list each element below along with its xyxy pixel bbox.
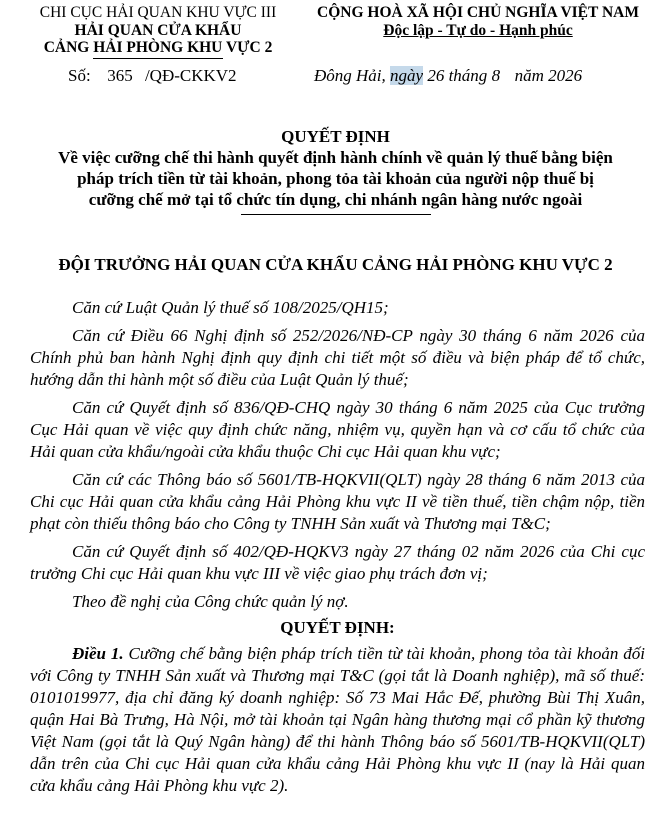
title-heading: QUYẾT ĐỊNH <box>281 127 390 146</box>
title-subject-line1: Về việc cưỡng chế thi hành quyết định hành chính về quản lý thuế bằng biện <box>58 148 613 167</box>
national-motto: Độc lập - Tự do - Hạnh phúc <box>383 21 573 39</box>
proposal-basis: Theo đề nghị của Công chức quản lý nợ. <box>72 592 349 611</box>
title-subject-line2: pháp trích tiền từ tài khoản, phong tỏa tài khoản của người nộp thuế bị <box>77 169 594 188</box>
issue-date <box>314 66 582 86</box>
article-1-heading: Điều 1. <box>72 644 124 663</box>
legal-basis: Căn cứ các Thông báo số 5601/TB-HQKVII(QLT) ngày 28 tháng 6 năm 2013 của Chi cục Hải quan cửa khẩu cảng Hải Phòng khu vực II về tiền thuế, tiền chậm nộp, tiền phạt còn thiếu thông báo cho Công ty TNHH Sản xuất và Thương mại T&C; <box>30 470 645 533</box>
date-place: Đông Hải, <box>314 66 386 85</box>
parent-agency: CHI CỤC HẢI QUAN KHU VỰC III <box>39 4 277 21</box>
date-year: 2026 <box>548 66 583 85</box>
national-title: CỘNG HOÀ XÃ HỘI CHỦ NGHĨA VIỆT NAM <box>317 4 639 21</box>
document-title <box>0 126 671 215</box>
agency-name-line2: CẢNG HẢI PHÒNG KHU VỰC 2 <box>43 39 273 56</box>
agency-underline <box>93 58 223 59</box>
article-1-text: Cưỡng chế bằng biện pháp trích tiền từ tài khoản, phong tỏa tài khoản đối với Công ty TNHH Sản xuất và Thương mại T&C (gọi tắt là Doanh nghiệp), mã số thuế: 0101019977, địa chỉ đăng ký doanh nghiệp: Số 73 Mai Hắc Đế, phường Bùi Thị Xuân, quận Hai Bà Trưng, Hà Nội, mở tài khoản tại Ngân hàng thương mại cổ phần kỹ thương Việt Nam (gọi tắt là Quý Ngân hàng) để thi hành Thông báo số 5601/TB-HQKVII(QLT) dẫn trên của Chi cục Hải quan cửa khẩu cảng Hải Phòng khu vực II (nay là Hải quan cửa khẩu cảng Hải Phòng khu vực 2). <box>30 644 645 795</box>
date-year-word: năm <box>514 66 544 85</box>
date-month-word: tháng <box>448 66 488 85</box>
legal-basis: Căn cứ Luật Quản lý thuế số 108/2025/QH15; <box>72 298 389 317</box>
reference-value: 365 <box>107 66 133 85</box>
reference-suffix: /QĐ-CKKV2 <box>144 66 237 85</box>
issuing-agency-header <box>18 4 298 59</box>
decision-heading: QUYẾT ĐỊNH: <box>280 618 395 637</box>
date-day-word: ngày <box>390 66 424 85</box>
issuing-authority: ĐỘI TRƯỞNG HẢI QUAN CỬA KHẨU CẢNG HẢI PHÒNG KHU VỰC 2 <box>58 255 613 274</box>
date-day: 26 <box>427 66 445 85</box>
reference-number <box>68 66 237 86</box>
title-subject-line3: cưỡng chế mở tại tổ chức tín dụng, chi nhánh ngân hàng nước ngoài <box>88 190 583 209</box>
article-1 <box>30 643 645 797</box>
date-month: 8 <box>491 66 501 85</box>
agency-name-line1: HẢI QUAN CỬA KHẨU <box>74 21 242 39</box>
legal-basis: Căn cứ Điều 66 Nghị định số 252/2026/NĐ-CP ngày 30 tháng 6 năm 2026 của Chính phủ ban hành Nghị định quy định chi tiết một số điều và biện pháp để tổ chức, hướng dẫn thi hành một số điều của Luật Quản lý thuế; <box>30 326 645 389</box>
title-underline <box>241 214 431 215</box>
document-body <box>30 297 645 803</box>
legal-basis: Căn cứ Quyết định số 836/QĐ-CHQ ngày 30 tháng 6 năm 2025 của Cục trưởng Cục Hải quan về việc quy định chức năng, nhiệm vụ, quyền hạn và cơ cấu tổ chức của Hải quan cửa khẩu/ngoài cửa khẩu thuộc Chi cục Hải quan khu vực; <box>30 398 645 461</box>
reference-label: Số: <box>68 66 91 85</box>
national-header <box>298 4 658 39</box>
legal-basis: Căn cứ Quyết định số 402/QĐ-HQKV3 ngày 27 tháng 02 năm 2026 của Chi cục trưởng Chi cục Hải quan khu vực III về việc giao phụ trách đơn vị; <box>30 542 645 583</box>
